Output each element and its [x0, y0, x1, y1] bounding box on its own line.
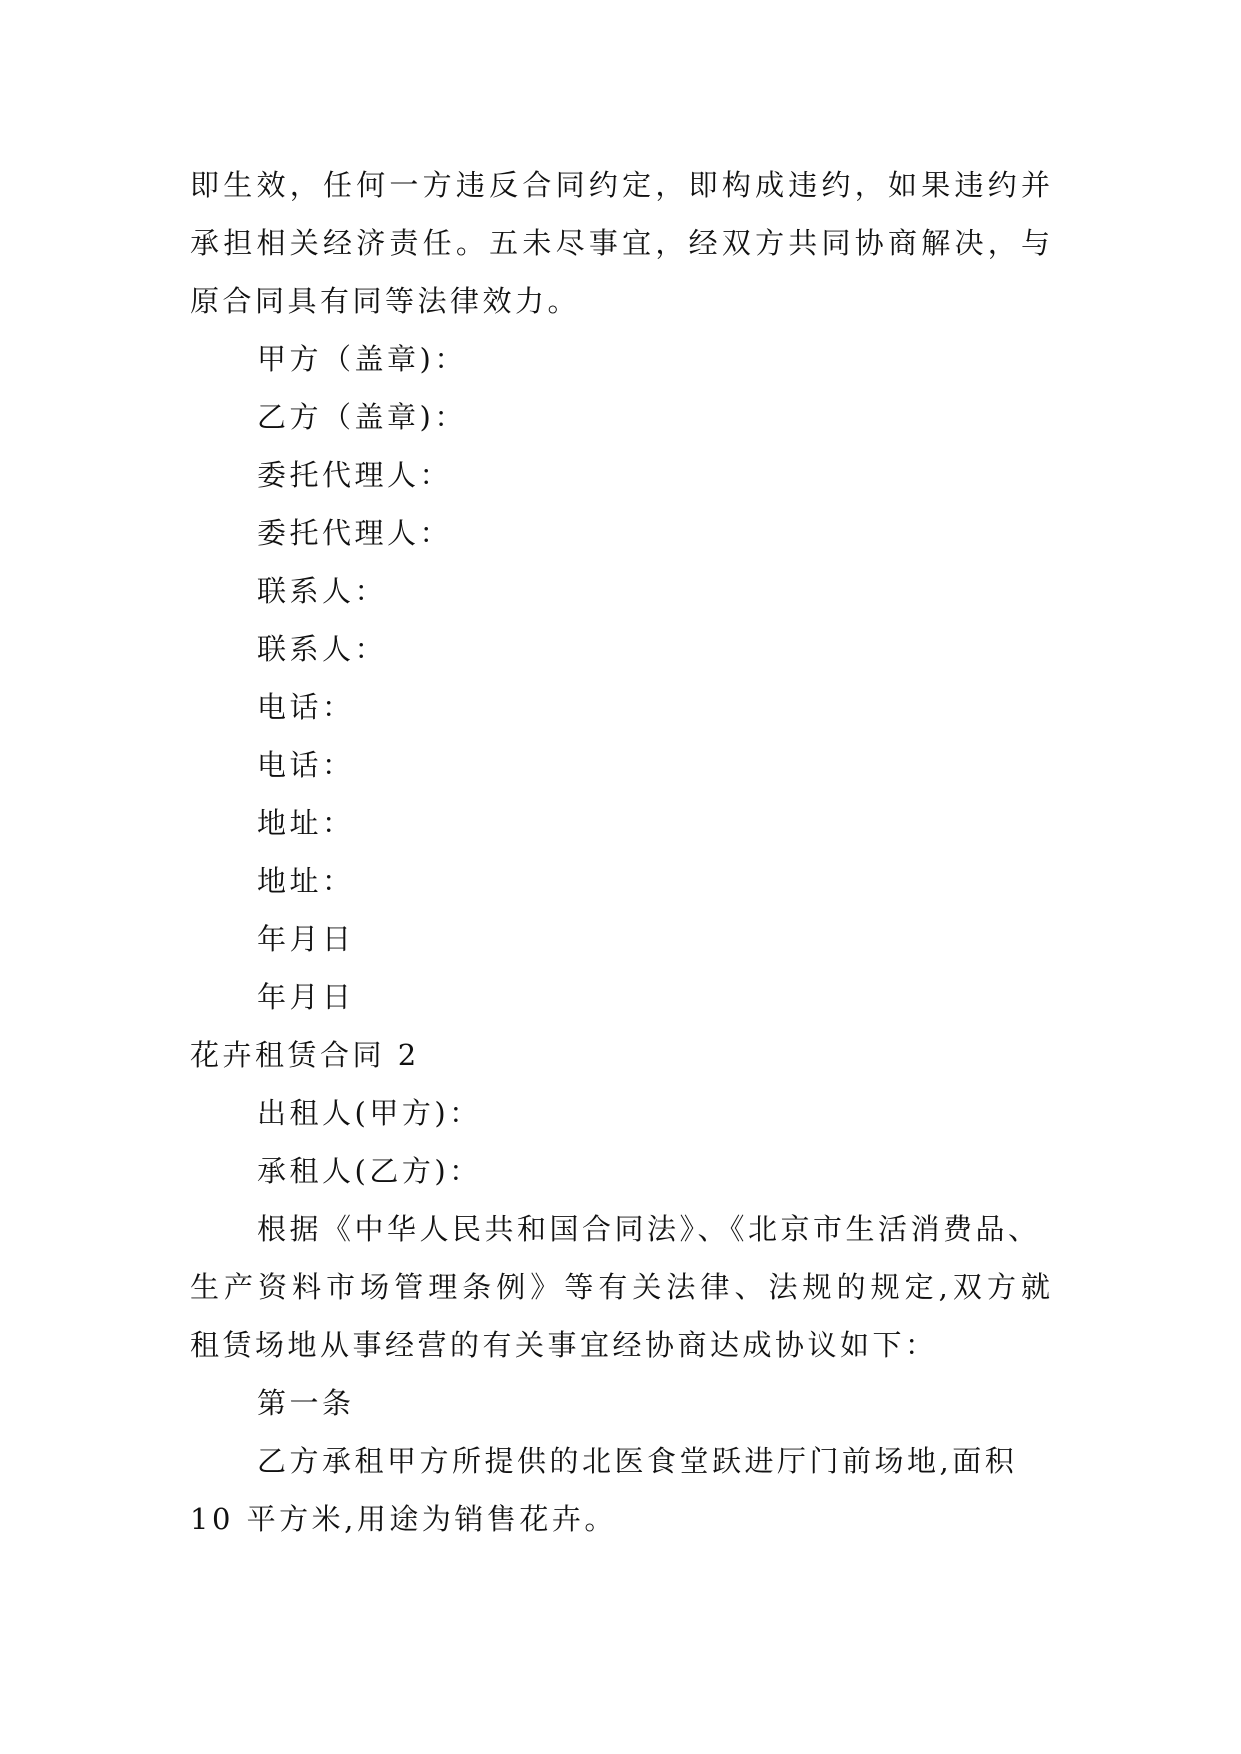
body-text-line: 承担相关经济责任。五未尽事宜，经双方共同协商解决，与 [190, 226, 1050, 260]
address-label: 地址： [257, 864, 355, 898]
date-label: 年月日 [257, 980, 355, 1014]
article-heading: 第一条 [257, 1386, 355, 1420]
body-text-line: 租赁场地从事经营的有关事宜经协商达成协议如下： [190, 1328, 938, 1362]
agent-label: 委托代理人： [257, 516, 453, 550]
body-text-line: 原合同具有同等法律效力。 [190, 284, 581, 318]
contact-label: 联系人： [257, 574, 388, 608]
lessee-label: 承租人(乙方)： [257, 1154, 482, 1188]
phone-label: 电话： [257, 748, 355, 782]
body-text-line: 即生效，任何一方违反合同约定，即构成违约，如果违约并 [190, 168, 1050, 202]
party-a-seal-label: 甲方（盖章)： [257, 342, 467, 376]
contract-title: 花卉租赁合同 2 [190, 1038, 420, 1072]
address-label: 地址： [257, 806, 355, 840]
lessor-label: 出租人(甲方)： [257, 1096, 482, 1130]
contact-label: 联系人： [257, 632, 388, 666]
date-label: 年月日 [257, 922, 355, 956]
party-b-seal-label: 乙方（盖章)： [257, 400, 467, 434]
body-text-line: 乙方承租甲方所提供的北医食堂跃进厅门前场地,面积 [257, 1444, 1018, 1478]
body-text-line: 10 平方米,用途为销售花卉。 [190, 1502, 617, 1536]
body-text-line: 生产资料市场管理条例》等有关法律、法规的规定,双方就 [190, 1270, 1050, 1304]
agent-label: 委托代理人： [257, 458, 453, 492]
body-text-line: 根据《中华人民共和国合同法》、《北京市生活消费品、 [257, 1212, 1041, 1246]
phone-label: 电话： [257, 690, 355, 724]
